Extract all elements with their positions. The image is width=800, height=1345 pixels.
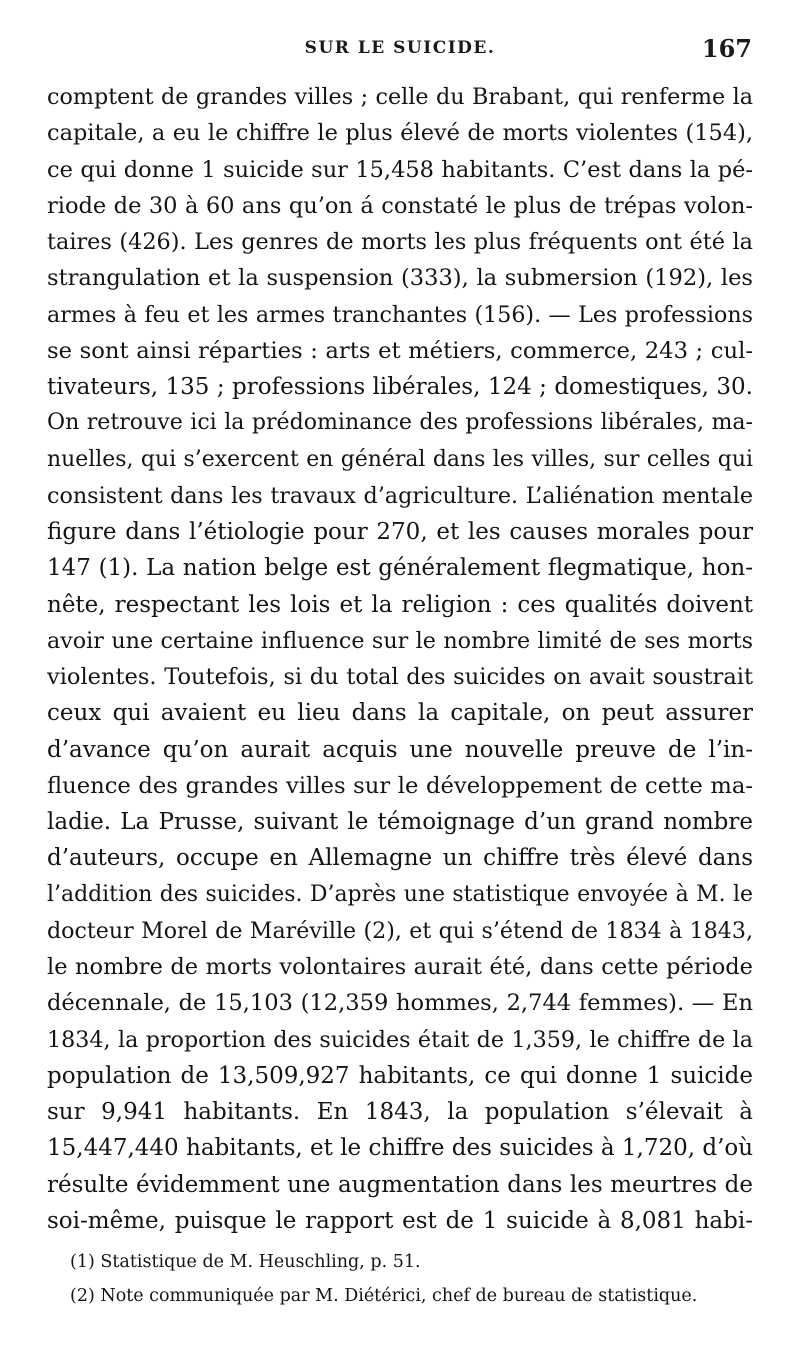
footnote: [70, 1279, 752, 1313]
text-line: strangulation et la suspension (333), la submersion (192), les: [47, 265, 753, 292]
footnote: [70, 1245, 752, 1279]
text-line: figure dans l’étiologie pour 270, et les causes morales pour: [47, 519, 753, 545]
footnotes: [70, 1245, 752, 1313]
text-line: l’addition des suicides. D’après une statistique envoyée à M. le: [47, 881, 753, 907]
text-line: fluence des grandes villes sur le développement de cette ma-: [47, 772, 753, 799]
text-line: ceux qui avaient eu lieu dans la capitale, on peut assurer: [47, 700, 753, 727]
text-line: tivateurs, 135 ; professions libérales, 124 ; domestiques, 30.: [47, 374, 753, 400]
text-line: nête, respectant les lois et la religion : ces qualités doivent: [47, 591, 753, 618]
text-line: 1834, la proportion des suicides était de 1,359, le chiffre de la: [47, 1026, 753, 1053]
text-line: consistent dans les travaux d’agriculture. L’aliénation mentale: [47, 482, 753, 509]
text-line: violentes. Toutefois, si du total des suicides on avait soustrait: [47, 664, 753, 690]
text-line: population de 13,509,927 habitants, ce qui donne 1 suicide: [47, 1062, 753, 1089]
running-head: SUR LE SUICIDE.: [304, 38, 496, 58]
text-line: ce qui donne 1 suicide sur 15,458 habitants. C’est dans la pé-: [47, 156, 753, 183]
text-line: taires (426). Les genres de morts les plus fréquents ont été la: [47, 229, 753, 255]
text-line: décennale, de 15,103 (12,359 hommes, 2,744 femmes). — En: [47, 990, 753, 1017]
text-line: 147 (1). La nation belge est généralement flegmatique, hon-: [47, 555, 753, 582]
body-text: [47, 79, 753, 1239]
text-line: armes à feu et les armes tranchantes (156). — Les professions: [47, 301, 753, 328]
text-line: d’avance qu’on aurait acquis une nouvelle preuve de l’in-: [47, 736, 753, 763]
footnote-text: Statistique de M. Heuschling, p. 51.: [100, 1252, 421, 1272]
text-line: 15,447,440 habitants, et le chiffre des suicides à 1,720, d’où: [47, 1135, 753, 1162]
text-line: sur 9,941 habitants. En 1843, la population s’élevait à: [47, 1099, 753, 1125]
text-line: ladie. La Prusse, suivant le témoignage d’un grand nombre: [47, 809, 753, 835]
text-line: d’auteurs, occupe en Allemagne un chiffre très élevé dans: [47, 845, 753, 872]
text-line: avoir une certaine influence sur le nombre limité de ses morts: [47, 627, 753, 654]
footnote-marker: (2): [70, 1286, 95, 1306]
page-header: [48, 34, 752, 74]
text-line: se sont ainsi réparties : arts et métiers, commerce, 243 ; cul-: [47, 337, 753, 364]
text-line: On retrouve ici la prédominance des professions libérales, ma-: [47, 410, 753, 436]
text-line: résulte évidemment une augmentation dans les meurtres de: [47, 1171, 753, 1198]
page-number: 167: [701, 34, 752, 63]
text-line: docteur Morel de Maréville (2), et qui s’étend de 1834 à 1843,: [47, 917, 753, 944]
text-line: soi-même, puisque le rapport est de 1 suicide à 8,081 habi-: [47, 1207, 753, 1234]
text-line: nuelles, qui s’exercent en général dans les villes, sur celles qui: [47, 446, 753, 472]
text-line: le nombre de morts volontaires aurait été, dans cette période: [47, 954, 753, 980]
footnote-text: Note communiquée par M. Diétérici, chef de bureau de statistique.: [100, 1286, 698, 1306]
footnote-marker: (1): [70, 1252, 95, 1272]
text-line: comptent de grandes villes ; celle du Brabant, qui renferme la: [47, 84, 753, 110]
text-line: riode de 30 à 60 ans qu’on á constaté le plus de trépas volon-: [47, 192, 753, 219]
text-line: capitale, a eu le chiffre le plus élevé de morts violentes (154),: [47, 120, 753, 147]
